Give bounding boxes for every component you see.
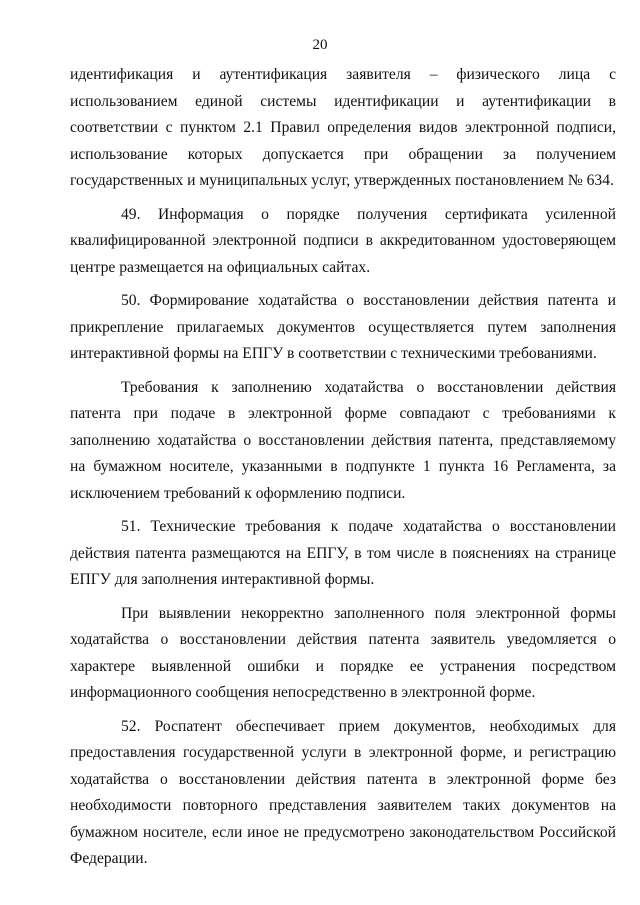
- paragraph-50-requirements: Требования к заполнению ходатайства о восстановлении действия патента при подаче в электронной форме совпадают с требованиями к заполнению ходатайства о восстановлении действия патента, представляемому на бумажном носителе, указанными в подпункте 1 пункта 16 Регламента, за исключением требований к оформлению подписи.: [70, 378, 616, 502]
- paragraph-49: 49. Информация о порядке получения сертификата усиленной квалифицированной электронной подписи в аккредитованном удостоверяющем центре размещается на официальных сайтах.: [70, 205, 616, 276]
- paragraph-continuation: идентификация и аутентификация заявителя – физического лица с использованием единой системы идентификации и аутентификации в соответствии с пунктом 2.1 Правил определения видов электронной подписи, использование которых допускается при обращении за получением государственных и муниципальных услуг, утвержденных постановлением № 634.: [70, 66, 616, 189]
- page-number: 20: [312, 37, 328, 53]
- document-body: [70, 62, 616, 880]
- paragraph-51-errors: При выявлении некорректно заполненного поля электронной формы ходатайства о восстановлении действия патента заявитель уведомляется о характере выявленной ошибки и порядке ее устранения посредством информационного сообщения непосредственно в электронной форме.: [70, 604, 616, 701]
- paragraph-52: 52. Роспатент обеспечивает прием документов, необходимых для предоставления государственной услуги в электронной форме, и регистрацию ходатайства о восстановлении действия патента в электронной форме без необходимости повторного представления заявителем таких документов на бумажном носителе, если иное не предусмотрено законодательством Российской Федерации.: [70, 717, 616, 867]
- paragraph-51: 51. Технические требования к подаче ходатайства о восстановлении действия патента размещаются на ЕПГУ, в том числе в пояснениях на странице ЕПГУ для заполнения интерактивной формы.: [70, 518, 616, 588]
- paragraph-50: 50. Формирование ходатайства о восстановлении действия патента и прикрепление прилагаемых документов осуществляется путем заполнения интерактивной формы на ЕПГУ в соответствии с техническими требованиями.: [70, 292, 616, 362]
